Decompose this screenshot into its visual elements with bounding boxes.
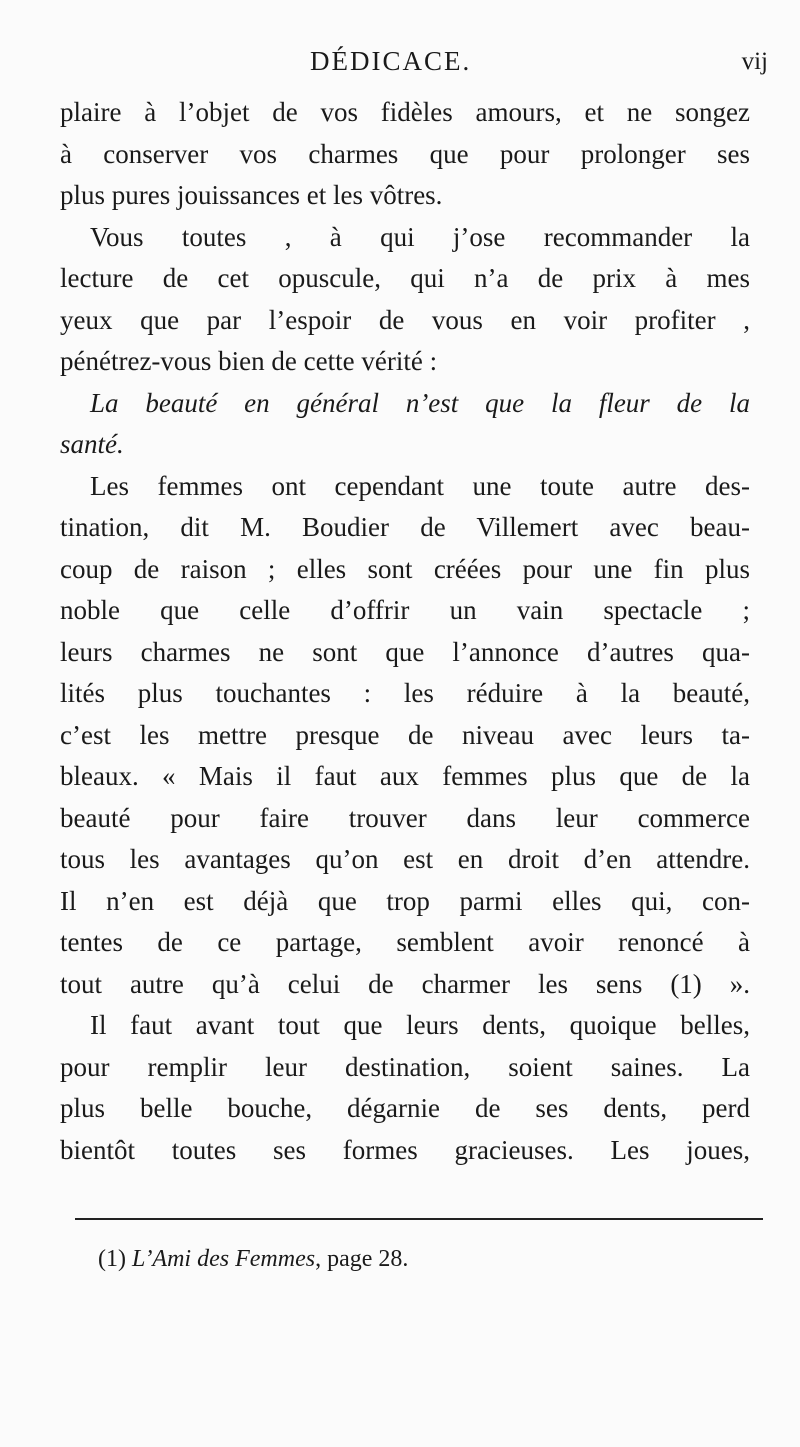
- footnote-rule: [75, 1218, 763, 1220]
- quoted-maxim-line: santé.: [60, 429, 124, 459]
- footnote-marker: (1): [98, 1246, 126, 1272]
- text-line: lités plus touchantes : les réduire à la beauté,: [60, 678, 750, 708]
- text-line: Vous toutes , à qui j’ose recommander la: [90, 221, 750, 252]
- text-line: c’est les mettre presque de niveau avec leurs ta-: [60, 719, 750, 750]
- text-line: plus pures jouissances et les vôtres.: [60, 180, 443, 210]
- footnote-reference: , page 28.: [315, 1246, 409, 1272]
- text-line: Les femmes ont cependant une toute autre des-: [90, 470, 750, 501]
- text-line: leurs charmes ne sont que l’annonce d’autres qua-: [60, 636, 750, 667]
- text-line: noble que celle d’offrir un vain spectacle ;: [60, 595, 750, 625]
- text-line: tination, dit M. Boudier de Villemert avec beau-: [60, 512, 750, 542]
- text-line: tous les avantages qu’on est en droit d’en attendre.: [60, 844, 750, 874]
- quoted-maxim-line: La beauté en général n’est que la fleur de la: [90, 387, 750, 418]
- text-line: plus belle bouche, dégarnie de ses dents, perd: [60, 1093, 750, 1123]
- text-line: plaire à l’objet de vos fidèles amours, et ne songez: [60, 97, 750, 127]
- text-line: bientôt toutes ses formes gracieuses. Les joues,: [60, 1134, 750, 1165]
- footnote: [98, 1246, 408, 1273]
- text-line: coup de raison ; elles sont créées pour une fin plus: [60, 553, 750, 584]
- text-line: tout autre qu’à celui de charmer les sens (1) ».: [60, 968, 750, 999]
- text-line: à conserver vos charmes que pour prolonger ses: [60, 138, 750, 169]
- text-line: beauté pour faire trouver dans leur commerce: [60, 802, 750, 833]
- footnote-title: L’Ami des Femmes: [131, 1246, 316, 1272]
- page-number: vij: [741, 48, 768, 75]
- text-line: yeux que par l’espoir de vous en voir profiter ,: [60, 304, 750, 335]
- page-header: [60, 42, 768, 82]
- text-line: Il faut avant tout que leurs dents, quoique belles,: [90, 1010, 750, 1040]
- text-line: pour remplir leur destination, soient saines. La: [60, 1051, 750, 1082]
- body-text: [60, 92, 750, 1171]
- text-line: Il n’en est déjà que trop parmi elles qui, con-: [60, 885, 750, 916]
- text-line: pénétrez-vous bien de cette vérité :: [60, 346, 438, 376]
- text-line: bleaux. « Mais il faut aux femmes plus que de la: [60, 761, 750, 791]
- text-line: tentes de ce partage, semblent avoir renoncé à: [60, 927, 750, 957]
- text-line: lecture de cet opuscule, qui n’a de prix à mes: [60, 263, 750, 293]
- running-head: DÉDICACE.: [310, 46, 472, 76]
